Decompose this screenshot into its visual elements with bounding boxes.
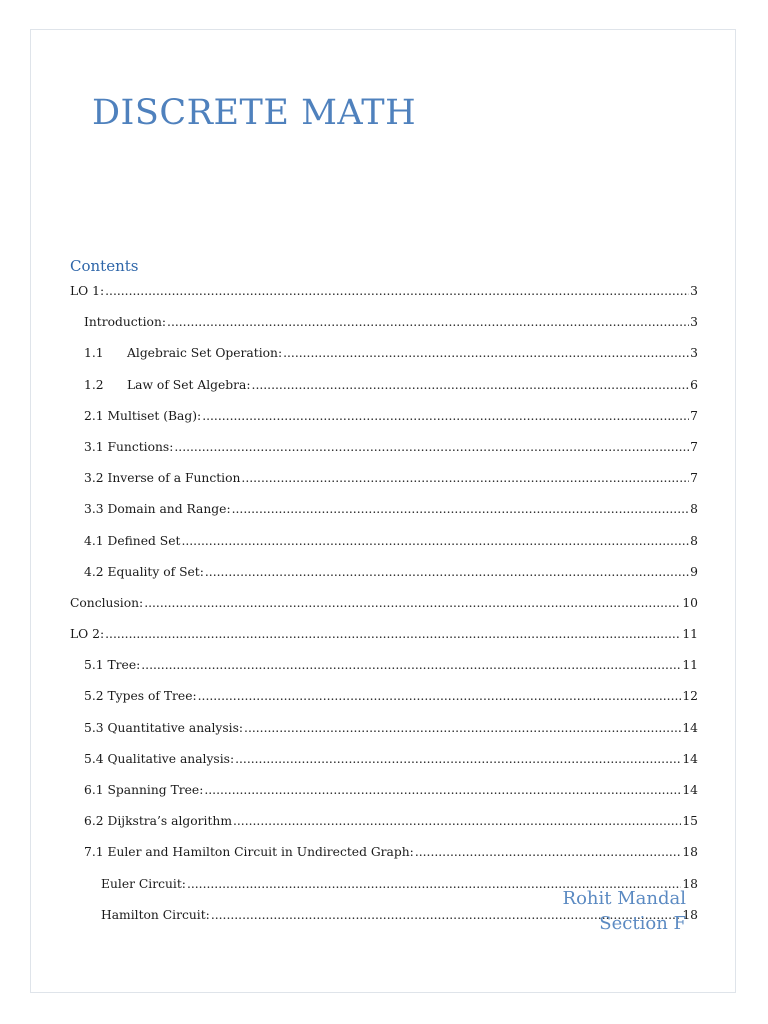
toc-entry[interactable]	[70, 752, 698, 783]
toc-dot-leader	[202, 409, 689, 423]
toc-entry-title: 7.1 Euler and Hamilton Circuit in Undirected Graph:	[84, 845, 414, 860]
toc-entry[interactable]	[70, 409, 698, 440]
toc-entry[interactable]	[70, 315, 698, 346]
toc-entry-page: 15	[682, 814, 698, 829]
toc-entry[interactable]	[70, 627, 698, 658]
toc-dot-leader	[174, 440, 689, 454]
toc-entry-page: 12	[682, 689, 698, 704]
toc-entry[interactable]	[70, 534, 698, 565]
toc-entry-number: 1.1	[84, 346, 104, 361]
toc-entry[interactable]	[70, 658, 698, 689]
toc-entry-title: 5.4 Qualitative analysis:	[84, 751, 235, 766]
toc-entry-title: Hamilton Circuit:	[101, 907, 210, 922]
toc-entry-page: 11	[682, 658, 698, 673]
toc-entry[interactable]	[70, 845, 698, 876]
toc-entry-title: 2.1 Multiset (Bag):	[84, 408, 202, 423]
toc-entry[interactable]	[70, 502, 698, 533]
toc-entry-title: Algebraic Set Operation:	[127, 346, 283, 361]
toc-entry-title: Law of Set Algebra:	[127, 377, 251, 392]
toc-entry-page: 9	[690, 564, 698, 579]
toc-entry-page: 14	[682, 720, 698, 735]
toc-entry-title: 6.1 Spanning Tree:	[84, 783, 204, 797]
toc-dot-leader	[283, 346, 689, 360]
toc-dot-leader	[252, 378, 690, 392]
table-of-contents	[70, 284, 698, 939]
toc-entry[interactable]	[70, 378, 698, 409]
toc-dot-leader	[144, 596, 681, 610]
toc-entry-title: 3.3 Domain and Range:	[84, 502, 231, 517]
toc-entry[interactable]	[70, 689, 698, 720]
toc-entry-page: 10	[682, 595, 698, 610]
toc-entry[interactable]	[70, 596, 698, 627]
toc-dot-leader	[241, 471, 689, 485]
toc-entry-page: 7	[690, 471, 698, 486]
toc-entry[interactable]	[70, 440, 698, 471]
toc-dot-leader	[244, 721, 681, 735]
contents-heading: Contents	[70, 257, 139, 275]
toc-entry[interactable]	[70, 783, 698, 814]
toc-entry[interactable]	[70, 721, 698, 752]
toc-entry-number: 1.2	[84, 377, 104, 392]
toc-entry-title: 3.2 Inverse of a Function	[84, 471, 241, 486]
toc-entry-title: 4.2 Equality of Set:	[84, 564, 204, 579]
toc-entry-page: 6	[690, 377, 698, 392]
toc-entry-title: 5.2 Types of Tree:	[84, 689, 197, 704]
toc-dot-leader	[233, 814, 681, 828]
toc-entry[interactable]	[70, 284, 698, 315]
toc-dot-leader	[235, 752, 681, 766]
toc-entry-title: 4.1 Defined Set	[84, 533, 181, 548]
toc-entry-page: 14	[682, 751, 698, 766]
toc-entry-page: 18	[682, 907, 698, 922]
toc-dot-leader	[141, 658, 681, 672]
toc-entry[interactable]	[70, 471, 698, 502]
toc-entry-title: 5.3 Quantitative analysis:	[84, 720, 244, 735]
toc-dot-leader	[105, 284, 689, 298]
toc-entry-title: Introduction:	[84, 315, 167, 330]
toc-entry-page: 18	[682, 876, 698, 891]
toc-entry[interactable]	[70, 814, 698, 845]
toc-entry-title: LO 1:	[70, 284, 105, 298]
toc-entry-page: 18	[682, 845, 698, 860]
document-title: DISCRETE MATH	[92, 93, 417, 133]
toc-entry-title: 6.2 Dijkstra’s algorithm	[84, 814, 232, 829]
toc-entry-page: 8	[690, 502, 698, 517]
toc-entry-title: 5.1 Tree:	[84, 658, 141, 673]
toc-dot-leader	[167, 315, 689, 329]
toc-entry[interactable]	[70, 346, 698, 377]
toc-entry-page: 7	[690, 439, 698, 454]
toc-entry-page: 7	[690, 408, 698, 423]
toc-entry-page: 3	[690, 315, 698, 330]
toc-dot-leader	[415, 845, 682, 859]
toc-dot-leader	[198, 689, 682, 703]
toc-entry-page: 3	[690, 284, 698, 298]
toc-entry-page: 11	[682, 627, 698, 642]
toc-entry-page: 14	[682, 783, 698, 797]
toc-entry-page: 8	[690, 533, 698, 548]
toc-entry-title: Conclusion:	[70, 595, 144, 610]
toc-entry-title: Euler Circuit:	[101, 876, 186, 891]
toc-entry[interactable]	[70, 565, 698, 596]
author-name: Rohit Mandal	[562, 888, 686, 909]
toc-dot-leader	[232, 502, 690, 516]
toc-dot-leader	[105, 627, 681, 641]
toc-entry-page: 3	[690, 346, 698, 361]
toc-dot-leader	[205, 565, 689, 579]
toc-entry-title: 3.1 Functions:	[84, 439, 174, 454]
toc-dot-leader	[204, 783, 681, 797]
toc-entry-title: LO 2:	[70, 627, 105, 642]
toc-dot-leader	[181, 534, 689, 548]
author-block	[563, 886, 686, 936]
author-section: Section F	[599, 913, 686, 934]
